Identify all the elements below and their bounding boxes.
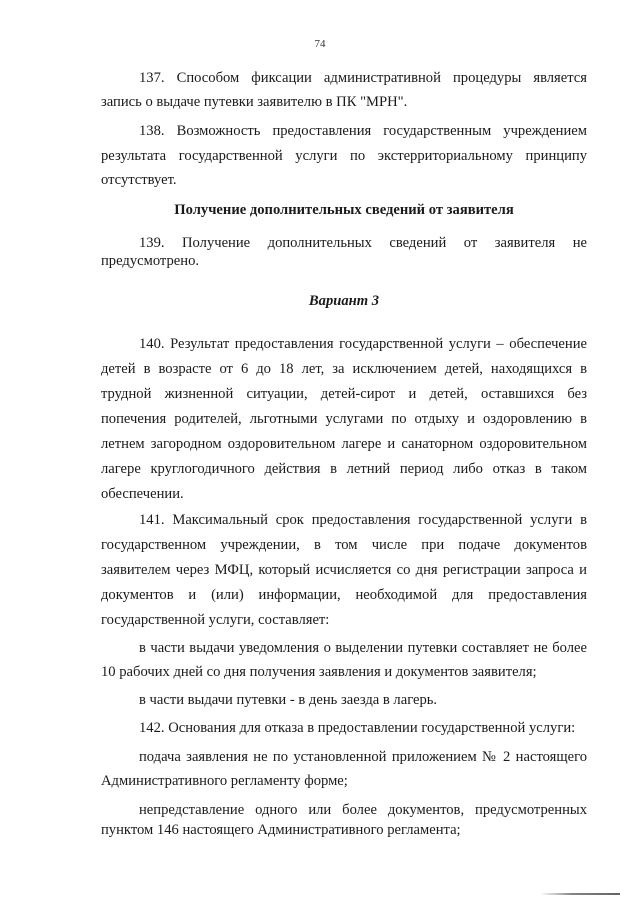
paragraph-138-line-1: 138. Возможность предоставления государственным учреждением [139, 123, 587, 139]
paragraph-142: 142. Основания для отказа в предоставлении государственной услуги: [139, 720, 576, 736]
paragraph-140-line-2: детей в возрасте от 6 до 18 лет, за исключением детей, находящихся в [101, 361, 587, 377]
paragraph-139-line-1: 139. Получение дополнительных сведений от заявителя не [139, 235, 587, 251]
paragraph-140-line-4: попечения родителей, льготными услугами по отдыху и оздоровлению в [101, 411, 587, 427]
page-number: 74 [314, 38, 326, 50]
paragraph-138-line-2: результата государственной услуги по экстерриториальному принципу [101, 148, 587, 164]
paragraph-140-line-7: обеспечении. [101, 486, 184, 502]
paragraph-139-line-2: предусмотрено. [101, 253, 200, 269]
paragraph-140-line-3: трудной жизненной ситуации, детей-сирот и детей, оставшихся без [101, 386, 587, 402]
paragraph-142a-line-2: Административного регламенту форме; [101, 773, 348, 789]
paragraph-141-line-2: государственном учреждении, в том числе при подаче документов [101, 537, 587, 553]
section-heading-additional-info: Получение дополнительных сведений от заявителя [174, 202, 514, 218]
paragraph-140-line-5: летнем загородном оздоровительном лагере и санаторном оздоровительном [101, 436, 587, 452]
paragraph-140-line-6: лагере круглогодичного действия в летний период либо отказ в таком [101, 461, 587, 477]
paragraph-142b-line-1: непредставление одного или более документов, предусмотренных [139, 802, 587, 818]
paragraph-142a-line-1: подача заявления не по установленной приложением № 2 настоящего [139, 749, 587, 765]
paragraph-141-line-5: государственной услуги, составляет: [101, 612, 330, 628]
paragraph-141b: в части выдачи путевки - в день заезда в лагерь. [139, 692, 438, 708]
paragraph-141a-line-2: 10 рабочих дней со дня получения заявления и документов заявителя; [101, 664, 537, 680]
paragraph-142b-line-2: пунктом 146 настоящего Административного регламента; [101, 822, 461, 838]
paragraph-141-line-1: 141. Максимальный срок предоставления государственной услуги в [139, 512, 587, 528]
paragraph-138-line-3: отсутствует. [101, 172, 177, 188]
paragraph-141-line-4: документов и (или) информации, необходимой для предоставления [101, 587, 587, 603]
paragraph-137-line-2: запись о выдаче путевки заявителю в ПК "МРН". [101, 94, 408, 110]
paragraph-141a-line-1: в части выдачи уведомления о выделении путевки составляет не более [139, 640, 587, 656]
paragraph-141-line-3: заявителем через МФЦ, который исчисляется со дня регистрации запроса и [101, 562, 587, 578]
paragraph-137-line-1: 137. Способом фиксации административной процедуры является [139, 70, 587, 86]
paragraph-140-line-1: 140. Результат предоставления государственной услуги – обеспечение [139, 336, 587, 352]
scan-artifact-line [540, 893, 620, 895]
section-heading-variant-3: Вариант 3 [308, 293, 380, 309]
